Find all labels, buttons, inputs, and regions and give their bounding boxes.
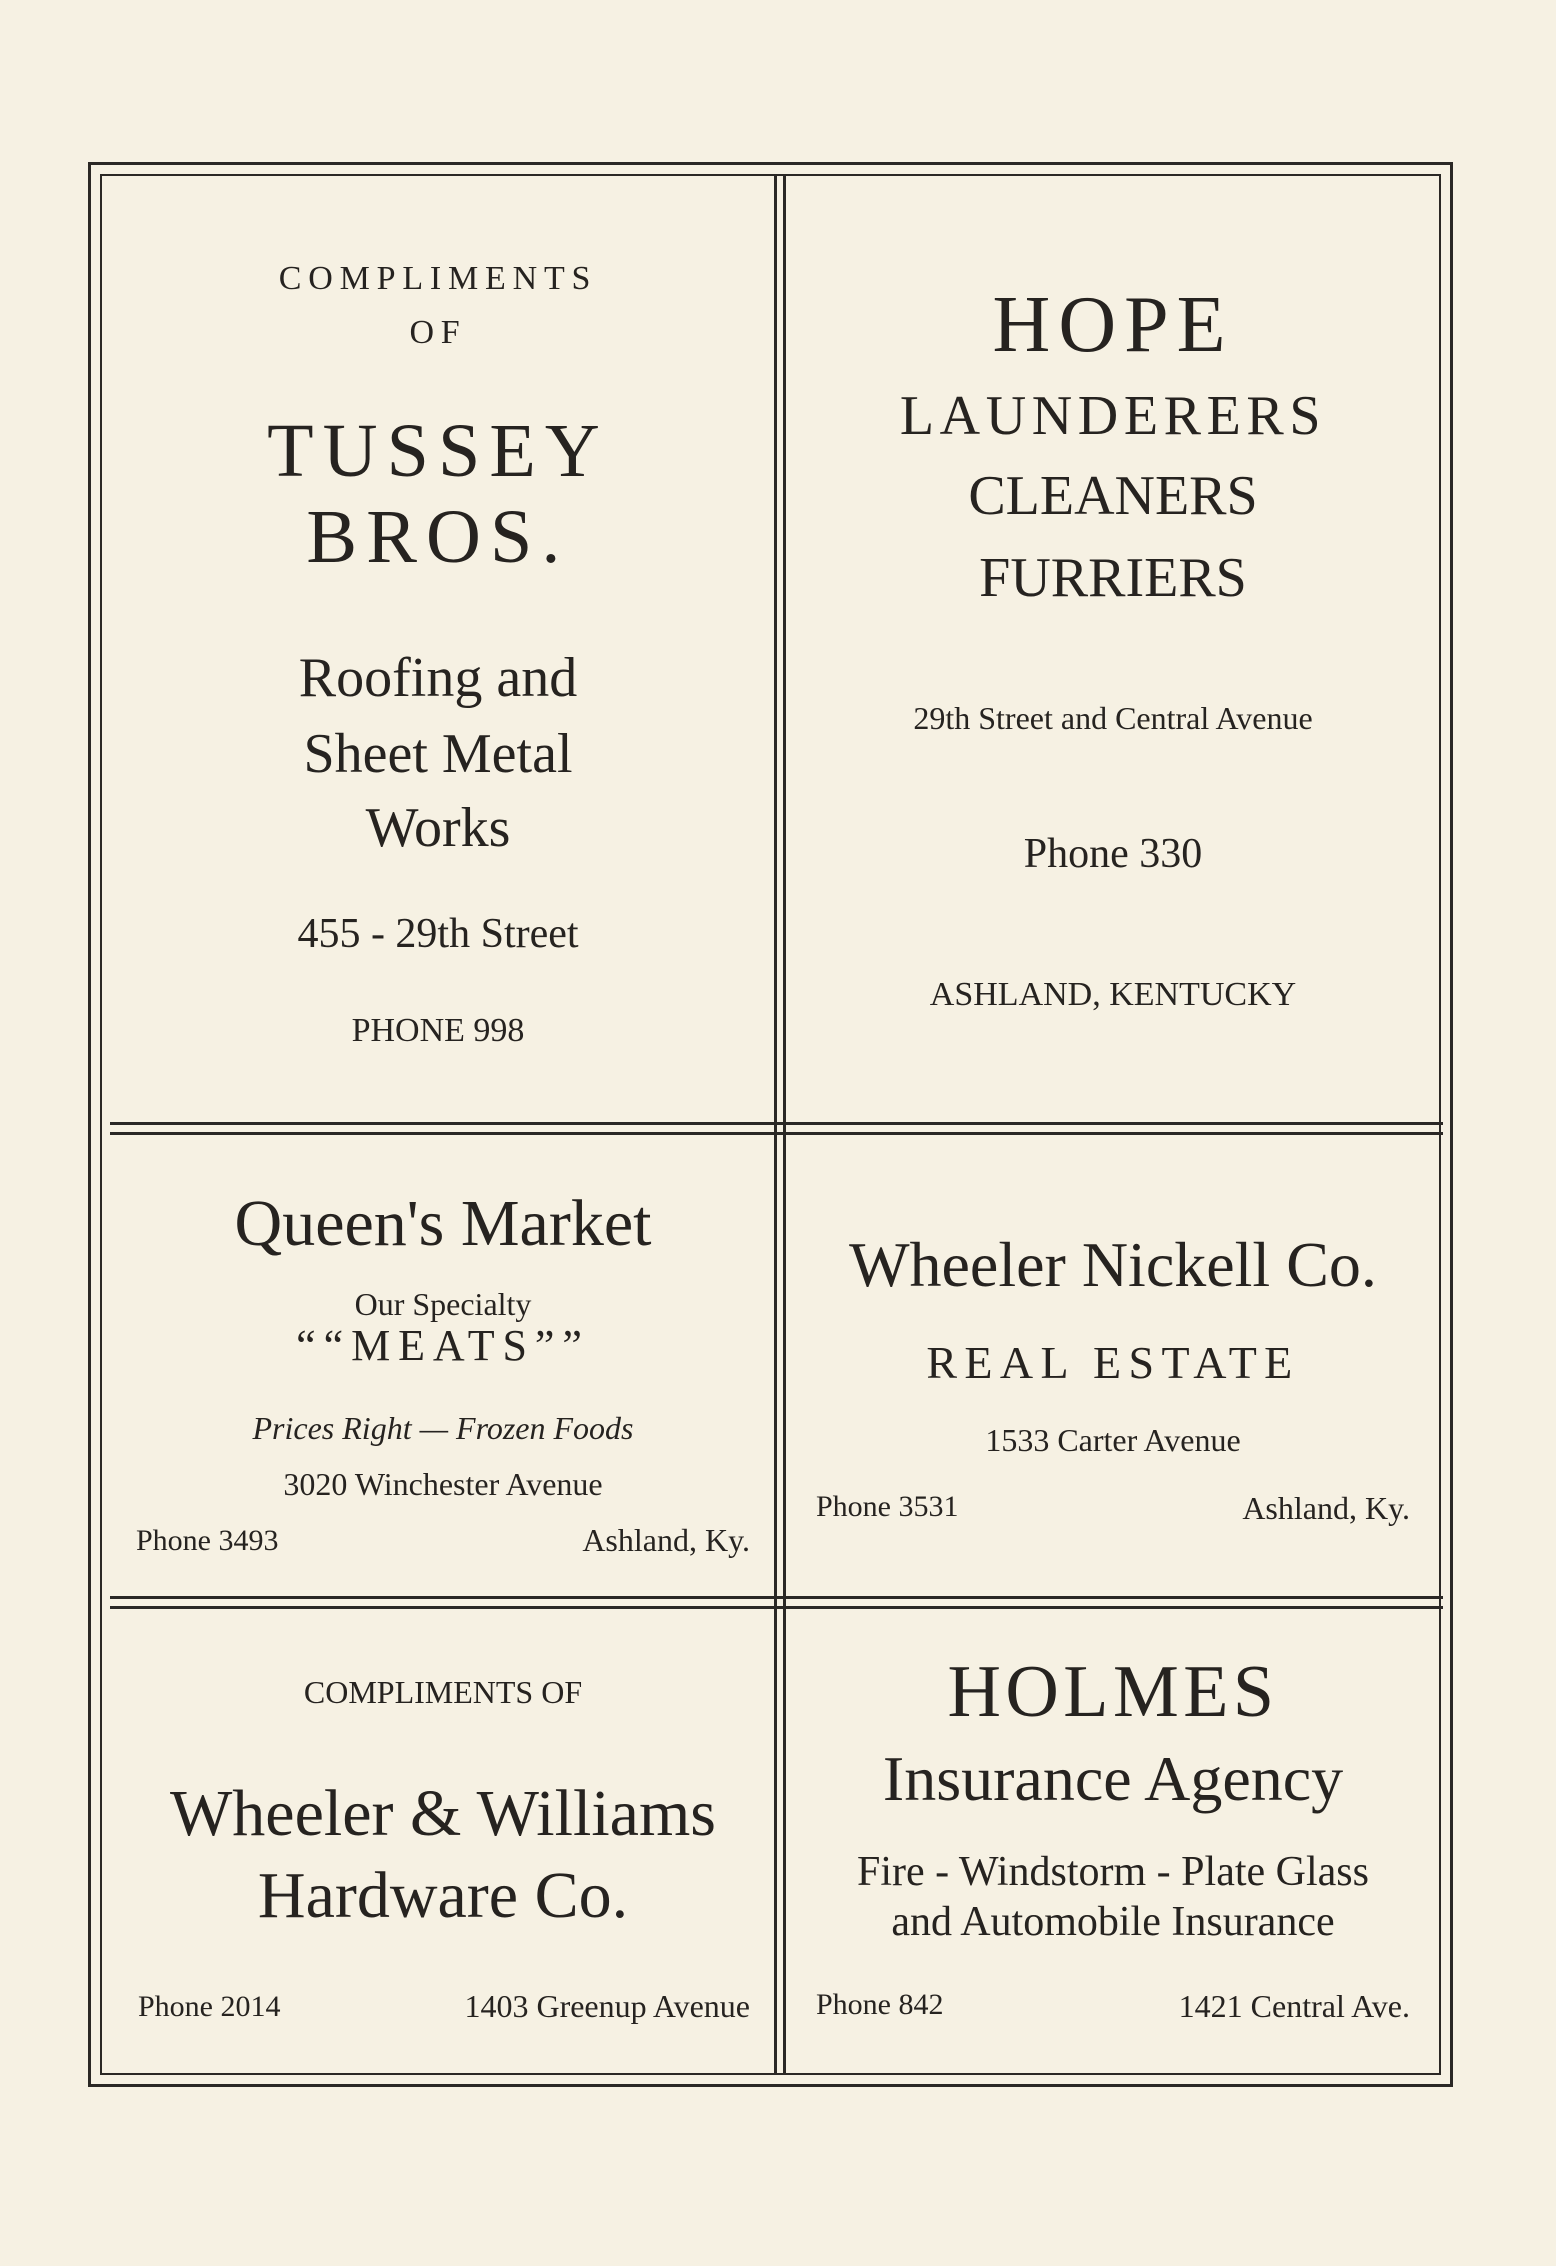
phone: Phone 842 (816, 1988, 944, 2021)
coverage-description: and Automobile Insurance (891, 1899, 1335, 1945)
ad-holmes-insurance (786, 1610, 1440, 2072)
tagline: Prices Right — Frozen Foods (252, 1410, 634, 1446)
address: 1421 Central Ave. (1178, 1988, 1410, 2024)
city: ASHLAND, KENTUCKY (929, 976, 1297, 1013)
row-divider (110, 1596, 1443, 1599)
phone: Phone 2014 (138, 1990, 281, 2023)
phone: Phone 330 (1023, 831, 1203, 877)
business-name: BROS. (306, 495, 570, 579)
specialty-label: Our Specialty (354, 1286, 532, 1322)
service-label: FURRIERS (979, 547, 1247, 609)
row-divider (110, 1132, 1443, 1135)
ad-wheeler-nickell (786, 1136, 1440, 1596)
business-description: Roofing and (298, 647, 578, 709)
ad-queens-market (112, 1136, 774, 1596)
business-type: REAL ESTATE (926, 1337, 1300, 1388)
specialty-item: ““MEATS”” (296, 1321, 590, 1370)
coverage-description: Fire - Windstorm - Plate Glass (857, 1849, 1369, 1895)
phone: Phone 3493 (136, 1524, 279, 1557)
business-description: Works (365, 797, 511, 859)
row-divider (110, 1122, 1443, 1125)
ad-tussey-bros (102, 176, 774, 1122)
business-name: HOLMES (947, 1651, 1279, 1733)
business-name: TUSSEY (267, 409, 609, 493)
ad-hope-launderers (786, 176, 1440, 1122)
business-name: Wheeler & Williams (170, 1777, 716, 1850)
of-label: OF (409, 314, 467, 351)
city: Ashland, Ky. (582, 1522, 750, 1558)
row-divider (110, 1606, 1443, 1609)
city: Ashland, Ky. (1242, 1490, 1410, 1526)
business-description: Sheet Metal (303, 723, 573, 785)
address: 1533 Carter Avenue (985, 1422, 1241, 1458)
business-name: Hardware Co. (257, 1859, 629, 1932)
phone: PHONE 998 (351, 1012, 525, 1049)
business-name: Wheeler Nickell Co. (849, 1229, 1377, 1300)
compliments-label: COMPLIMENTS OF (303, 1674, 583, 1710)
address: 1403 Greenup Avenue (464, 1988, 750, 2024)
phone: Phone 3531 (816, 1490, 959, 1523)
business-name: Queen's Market (234, 1187, 652, 1260)
compliments-label: COMPLIMENTS (278, 260, 598, 297)
service-label: LAUNDERERS (899, 385, 1327, 447)
address: 455 - 29th Street (297, 911, 579, 957)
service-label: CLEANERS (968, 465, 1258, 527)
business-subtitle: Insurance Agency (882, 1743, 1344, 1814)
business-name: HOPE (992, 281, 1234, 369)
ad-wheeler-williams (112, 1610, 774, 2072)
address: 3020 Winchester Avenue (283, 1466, 603, 1502)
address: 29th Street and Central Avenue (913, 700, 1313, 736)
